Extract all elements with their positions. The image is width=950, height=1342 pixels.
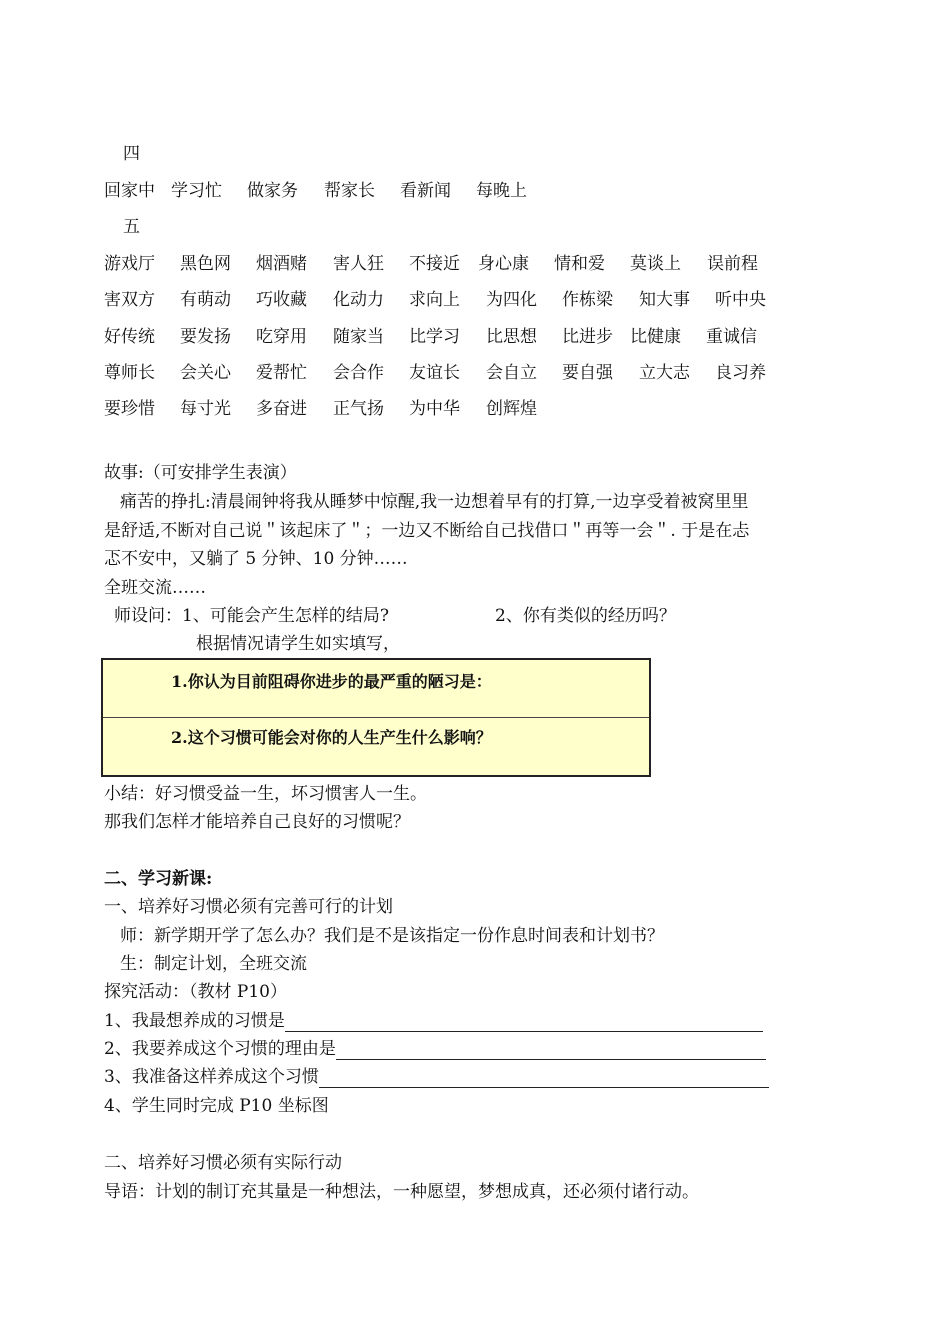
verse-word: 重诚信: [706, 327, 757, 347]
activity-item-4: 4、学生同时完成 P10 坐标图: [104, 1096, 329, 1116]
verse-word: 吃穿用: [256, 327, 307, 347]
verse-word: 游戏厅: [104, 254, 155, 274]
verse-word: 比健康: [630, 327, 681, 347]
answer-box-question-2: 2.这个习惯可能会对你的人生产生什么影响？: [171, 728, 492, 747]
verse-word: 化动力: [333, 290, 384, 310]
lesson-point-2: 二、培养好习惯必须有实际行动: [104, 1153, 342, 1173]
verse-word: 帮家长: [324, 181, 375, 201]
class-discussion: 全班交流……: [104, 578, 206, 598]
verse-word: 要发扬: [180, 327, 231, 347]
verse-word: 比思想: [486, 327, 537, 347]
answer-blank[interactable]: [319, 1069, 769, 1088]
activity-item-3: [104, 1066, 769, 1088]
verse-word: 知大事: [639, 290, 690, 310]
section-4-heading: 四: [123, 144, 140, 164]
teacher-question-1: 师设问：1、可能会产生怎样的结局?: [114, 606, 389, 626]
verse-word: 每晚上: [476, 181, 527, 201]
verse-word: 为中华: [409, 399, 460, 419]
teacher-line: 师：新学期开学了怎么办？我们是不是该指定一份作息时间表和计划书？: [120, 926, 664, 946]
verse-word: 为四化: [486, 290, 537, 310]
verse-word: 情和爱: [554, 254, 605, 274]
activity-item-1-label: 1、我最想养成的习惯是: [104, 1011, 285, 1031]
verse-word: 做家务: [247, 181, 298, 201]
student-line: 生：制定计划，全班交流: [120, 954, 307, 974]
verse-word: 烟酒赌: [256, 254, 307, 274]
verse-word: 巧收藏: [256, 290, 307, 310]
story-title: 故事:（可安排学生表演）: [104, 463, 297, 483]
story-paragraph-line: 痛苦的挣扎:清晨闹钟将我从睡梦中惊醒,我一边想着早有的打算,一边享受着被窝里里: [120, 492, 749, 512]
verse-word: 莫谈上: [630, 254, 681, 274]
lesson-point-1: 一、培养好习惯必须有完善可行的计划: [104, 897, 393, 917]
verse-word: 作栋梁: [562, 290, 613, 310]
summary-line: 小结：好习惯受益一生，坏习惯害人一生。: [104, 784, 427, 804]
summary-question: 那我们怎样才能培养自己良好的习惯呢？: [104, 812, 410, 832]
activity-item-3-label: 3、我准备这样养成这个习惯: [104, 1067, 319, 1087]
verse-word: 每寸光: [180, 399, 231, 419]
section-5-heading: 五: [123, 217, 140, 237]
verse-word: 害双方: [104, 290, 155, 310]
activity-item-2-label: 2、我要养成这个习惯的理由是: [104, 1039, 336, 1059]
verse-word: 多奋进: [256, 399, 307, 419]
verse-word: 比进步: [562, 327, 613, 347]
verse-word: 回家中: [104, 181, 155, 201]
verse-word: 爱帮忙: [256, 363, 307, 383]
activity-item-1: [104, 1010, 763, 1032]
verse-word: 好传统: [104, 327, 155, 347]
verse-word: 求向上: [409, 290, 460, 310]
verse-word: 听中央: [715, 290, 766, 310]
verse-word: 良习养: [715, 363, 766, 383]
teacher-question-2: 2、你有类似的经历吗？: [495, 606, 676, 626]
answer-box-question-1: 1.你认为目前阻碍你进步的最严重的陋习是：: [171, 672, 492, 691]
verse-word: 黑色网: [180, 254, 231, 274]
inquiry-activity: 探究活动：（教材 P10）: [104, 982, 287, 1002]
verse-word: 看新闻: [400, 181, 451, 201]
verse-word: 学习忙: [171, 181, 222, 201]
verse-word: 误前程: [707, 254, 758, 274]
verse-word: 不接近: [409, 254, 460, 274]
answer-box-divider: [103, 717, 649, 718]
verse-word: 要自强: [562, 363, 613, 383]
verse-word: 创辉煌: [486, 399, 537, 419]
verse-word: 尊师长: [104, 363, 155, 383]
verse-word: 会自立: [486, 363, 537, 383]
fill-instruction: 根据情况请学生如实填写，: [196, 634, 400, 654]
answer-blank[interactable]: [336, 1041, 766, 1060]
verse-word: 比学习: [409, 327, 460, 347]
intro-line: 导语：计划的制订充其量是一种想法，一种愿望，梦想成真，还必须付诸行动。: [104, 1182, 699, 1202]
verse-word: 身心康: [478, 254, 529, 274]
verse-word: 有萌动: [180, 290, 231, 310]
habit-answer-box: [101, 658, 651, 777]
verse-word: 要珍惜: [104, 399, 155, 419]
story-paragraph-line: 忑不安中，又躺了 5 分钟、10 分钟……: [104, 549, 408, 569]
verse-word: 害人狂: [333, 254, 384, 274]
verse-word: 会合作: [333, 363, 384, 383]
verse-word: 会关心: [180, 363, 231, 383]
verse-word: 正气扬: [333, 399, 384, 419]
story-paragraph-line: 是舒适,不断对自己说＂该起床了＂；一边又不断给自己找借口＂再等一会＂. 于是在忐: [104, 521, 750, 541]
verse-word: 立大志: [639, 363, 690, 383]
activity-item-2: [104, 1038, 766, 1060]
verse-word: 友谊长: [409, 363, 460, 383]
verse-word: 随家当: [333, 327, 384, 347]
answer-blank[interactable]: [285, 1013, 763, 1032]
new-lesson-heading: 二、学习新课:: [104, 869, 213, 889]
